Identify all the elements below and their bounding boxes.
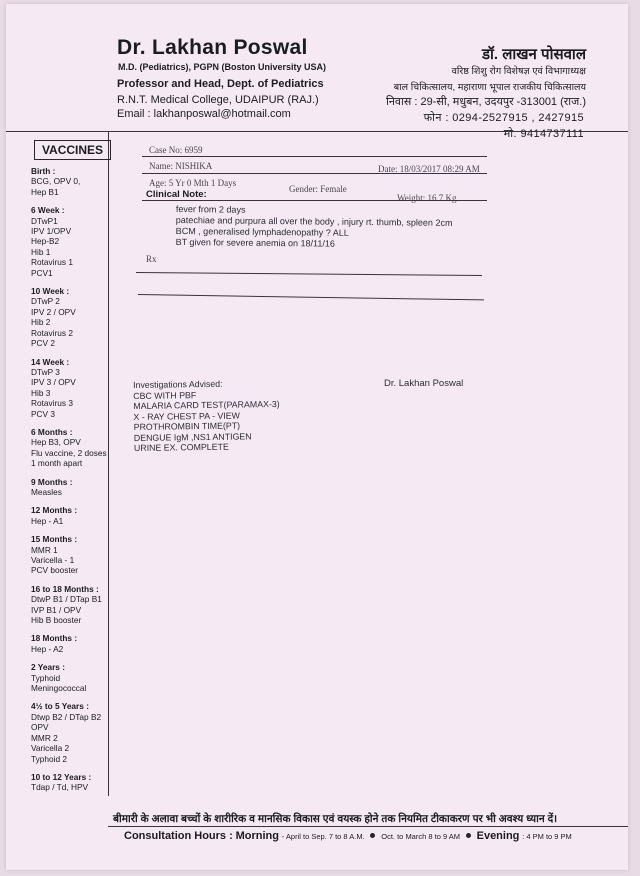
vaccine-schedule-list (31, 166, 111, 801)
investigation-item: MALARIA CARD TEST(PARAMAX-3) (133, 398, 280, 411)
prescription-page (6, 4, 628, 870)
investigation-item: URINE EX. COMPLETE (133, 441, 229, 453)
hindi-hospital: बाल चिकित्सालय, महाराणा भूपाल राजकीय चिकित्सालय (393, 82, 586, 93)
evening-hours: : 4 PM to 9 PM (522, 832, 572, 841)
vaccine-item: DTwP1 (31, 215, 58, 226)
vaccine-group-heading: 6 Week : (31, 205, 65, 216)
college-name: R.N.T. Medical College, UDAIPUR (RAJ.) (117, 94, 319, 106)
vaccine-group (31, 427, 111, 469)
clinical-line-2: patechiae and purpura all over the body , injury rt. thumb, spleen 2cm (175, 214, 453, 228)
vaccine-item: DtwP B1 / DTap B1 (31, 594, 102, 605)
visit-date: Date: 18/03/2017 08:29 AM (378, 164, 480, 174)
vaccine-item: IPV 2 / OPV (31, 306, 76, 317)
vaccine-group-heading: 6 Months : (31, 426, 73, 437)
clinical-line-4: BT given for severe anemia on 18/11/16 (175, 236, 335, 249)
vaccine-item: Hep - A2 (31, 643, 64, 654)
patient-age: Age: 5 Yr 0 Mth 1 Days (149, 178, 237, 188)
clinical-line-1: fever from 2 days (175, 204, 246, 215)
vaccine-item: IVP B1 / OPV (31, 604, 82, 615)
hindi-mobile: मो. 9414737111 (503, 128, 584, 140)
vaccine-group (31, 772, 111, 793)
hindi-designation: वरिष्ठ शिशु रोग विशेषज्ञ एवं विभागाध्यक्ष (451, 66, 586, 77)
investigations-block (133, 378, 280, 454)
case-line (142, 156, 487, 157)
vaccine-item: BCG, OPV 0, (31, 176, 81, 187)
investigation-item: PROTHROMBIN TIME(PT) (133, 420, 241, 432)
clinical-note-heading: Clinical Note: (146, 189, 207, 200)
vaccine-item: Meningococcal (31, 683, 87, 694)
vaccine-item: Hep B1 (31, 186, 59, 197)
doctor-name: Dr. Lakhan Poswal (117, 36, 308, 59)
vaccine-group-heading: 10 to 12 Years : (31, 771, 92, 782)
patient-weight: Weight: 16.7 Kg (397, 193, 457, 203)
rx-line-2 (138, 294, 484, 300)
vaccine-item: Dtwp B2 / DTap B2 (31, 711, 102, 722)
vaccine-item: MMR 2 (31, 732, 58, 743)
vaccine-item: MMR 1 (31, 544, 58, 555)
vaccine-item: PCV1 (31, 267, 53, 278)
vaccine-group (31, 166, 111, 197)
name-line (142, 173, 487, 174)
doctor-position: Professor and Head, Dept. of Pediatrics (117, 78, 324, 90)
patient-name: Name: NISHIKA (149, 161, 213, 171)
vaccine-group-heading: 14 Week : (31, 356, 70, 367)
vaccine-item: 1 month apart (31, 458, 83, 469)
morning-label: Morning (235, 830, 279, 842)
vaccine-item: Rotavirus 2 (31, 327, 73, 338)
vaccine-group (31, 534, 111, 576)
hindi-phone: फोन : 0294-2527915 , 2427915 (423, 112, 584, 124)
vaccine-group (31, 477, 111, 498)
vaccine-group-heading: 2 Years : (31, 662, 65, 673)
vaccine-item: Tdap / Td, HPV (31, 782, 89, 793)
vaccine-item: PCV 3 (31, 408, 55, 419)
doctor-name-hindi: डॉ. लाखन पोसवाल (481, 46, 586, 63)
morning-hours-2: Oct. to March 8 to 9 AM (381, 832, 461, 841)
vaccine-item: DTwP 3 (31, 366, 60, 377)
vaccine-group-heading: 18 Months : (31, 633, 78, 644)
vaccine-group-heading: 15 Months : (31, 534, 78, 545)
vaccine-group (31, 286, 111, 348)
vaccine-item: Typhoid (31, 672, 61, 683)
vaccine-item: Typhoid 2 (31, 753, 67, 764)
vaccine-item: PCV 2 (31, 338, 55, 349)
doctor-degrees: M.D. (Pediatrics), PGPN (Boston University USA) (118, 62, 327, 72)
vaccine-group (31, 505, 111, 526)
evening-label: Evening (476, 830, 520, 842)
patient-gender: Gender: Female (289, 184, 347, 194)
case-number: Case No: 6959 (149, 145, 203, 155)
footer-hindi-note: बीमारी के अलावा बच्चों के शारीरिक व मानसिक विकास एवं वयस्क होने तक नियमित टीकाकरण पर भी अवश्य ध्यान दें। (113, 813, 558, 825)
vaccine-item: IPV 1/OPV (31, 226, 72, 237)
clinical-note-body (176, 204, 453, 251)
investigation-item: CBC WITH PBF (133, 389, 197, 401)
vaccine-group (31, 357, 111, 419)
vaccine-item: Hib 2 (31, 317, 51, 328)
investigations-heading: Investigations Advised: (133, 378, 223, 390)
vaccine-item: Rotavirus 3 (31, 398, 73, 409)
bullet-icon (370, 833, 375, 838)
header-divider (6, 131, 628, 132)
vaccine-group-heading: 12 Months : (31, 505, 78, 516)
vaccine-group (31, 205, 111, 278)
vaccine-item: DTwP 2 (31, 296, 60, 307)
vaccine-group (31, 633, 111, 654)
vaccine-group-heading: 4½ to 5 Years : (31, 701, 89, 712)
vaccine-group-heading: 16 to 18 Months : (31, 583, 99, 594)
vaccine-item: Rotavirus 1 (31, 257, 73, 268)
consultation-hours (124, 830, 572, 842)
consultation-label: Consultation Hours : (124, 830, 233, 842)
investigation-item: X - RAY CHEST PA - VIEW (133, 410, 240, 422)
rx-line-1 (136, 272, 482, 276)
vaccine-group-heading: Birth : (31, 166, 56, 176)
vaccine-item: Varicella 2 (31, 743, 70, 754)
investigations-list (133, 388, 280, 453)
vaccine-item: Flu vaccine, 2 doses (31, 447, 107, 458)
vaccine-item: Hep-B2 (31, 236, 60, 247)
vaccine-group-heading: 9 Months : (31, 476, 73, 487)
vaccines-title: VACCINES (34, 140, 111, 160)
rx-label: Rx (146, 254, 157, 264)
vaccine-group-heading: 10 Week : (31, 286, 70, 297)
vaccine-group (31, 584, 111, 626)
clinical-line (142, 200, 487, 201)
vaccine-item: Hib 1 (31, 246, 51, 257)
vaccine-group (31, 701, 111, 763)
hindi-address: निवास : 29-सी, मधुबन, उदयपुर -313001 (राज.) (385, 96, 586, 108)
bullet-icon (466, 833, 471, 838)
vaccine-item: Hib 3 (31, 387, 51, 398)
vaccine-item: Hep B3, OPV (31, 437, 81, 448)
vaccine-group (31, 662, 111, 693)
vaccine-item: Varicella - 1 (31, 555, 75, 565)
vaccine-item: PCV booster (31, 565, 79, 576)
doctor-email: Email : lakhanposwal@hotmail.com (117, 108, 291, 120)
investigation-item: DENGUE IgM ,NS1 ANTIGEN (133, 430, 252, 443)
vaccine-item: IPV 3 / OPV (31, 377, 76, 388)
vaccine-item: Measles (31, 486, 62, 497)
footer-divider (108, 826, 628, 827)
vaccine-item: Hep - A1 (31, 515, 64, 526)
vaccine-item: OPV (31, 722, 49, 733)
morning-hours-1: - April to Sep. 7 to 8 A.M. (281, 832, 365, 841)
clinical-line-3: BCM , generalised lymphadenopathy ? ALL (175, 225, 349, 238)
vaccine-item: Hib B booster (31, 615, 82, 626)
doctor-signature: Dr. Lakhan Poswal (384, 378, 464, 389)
